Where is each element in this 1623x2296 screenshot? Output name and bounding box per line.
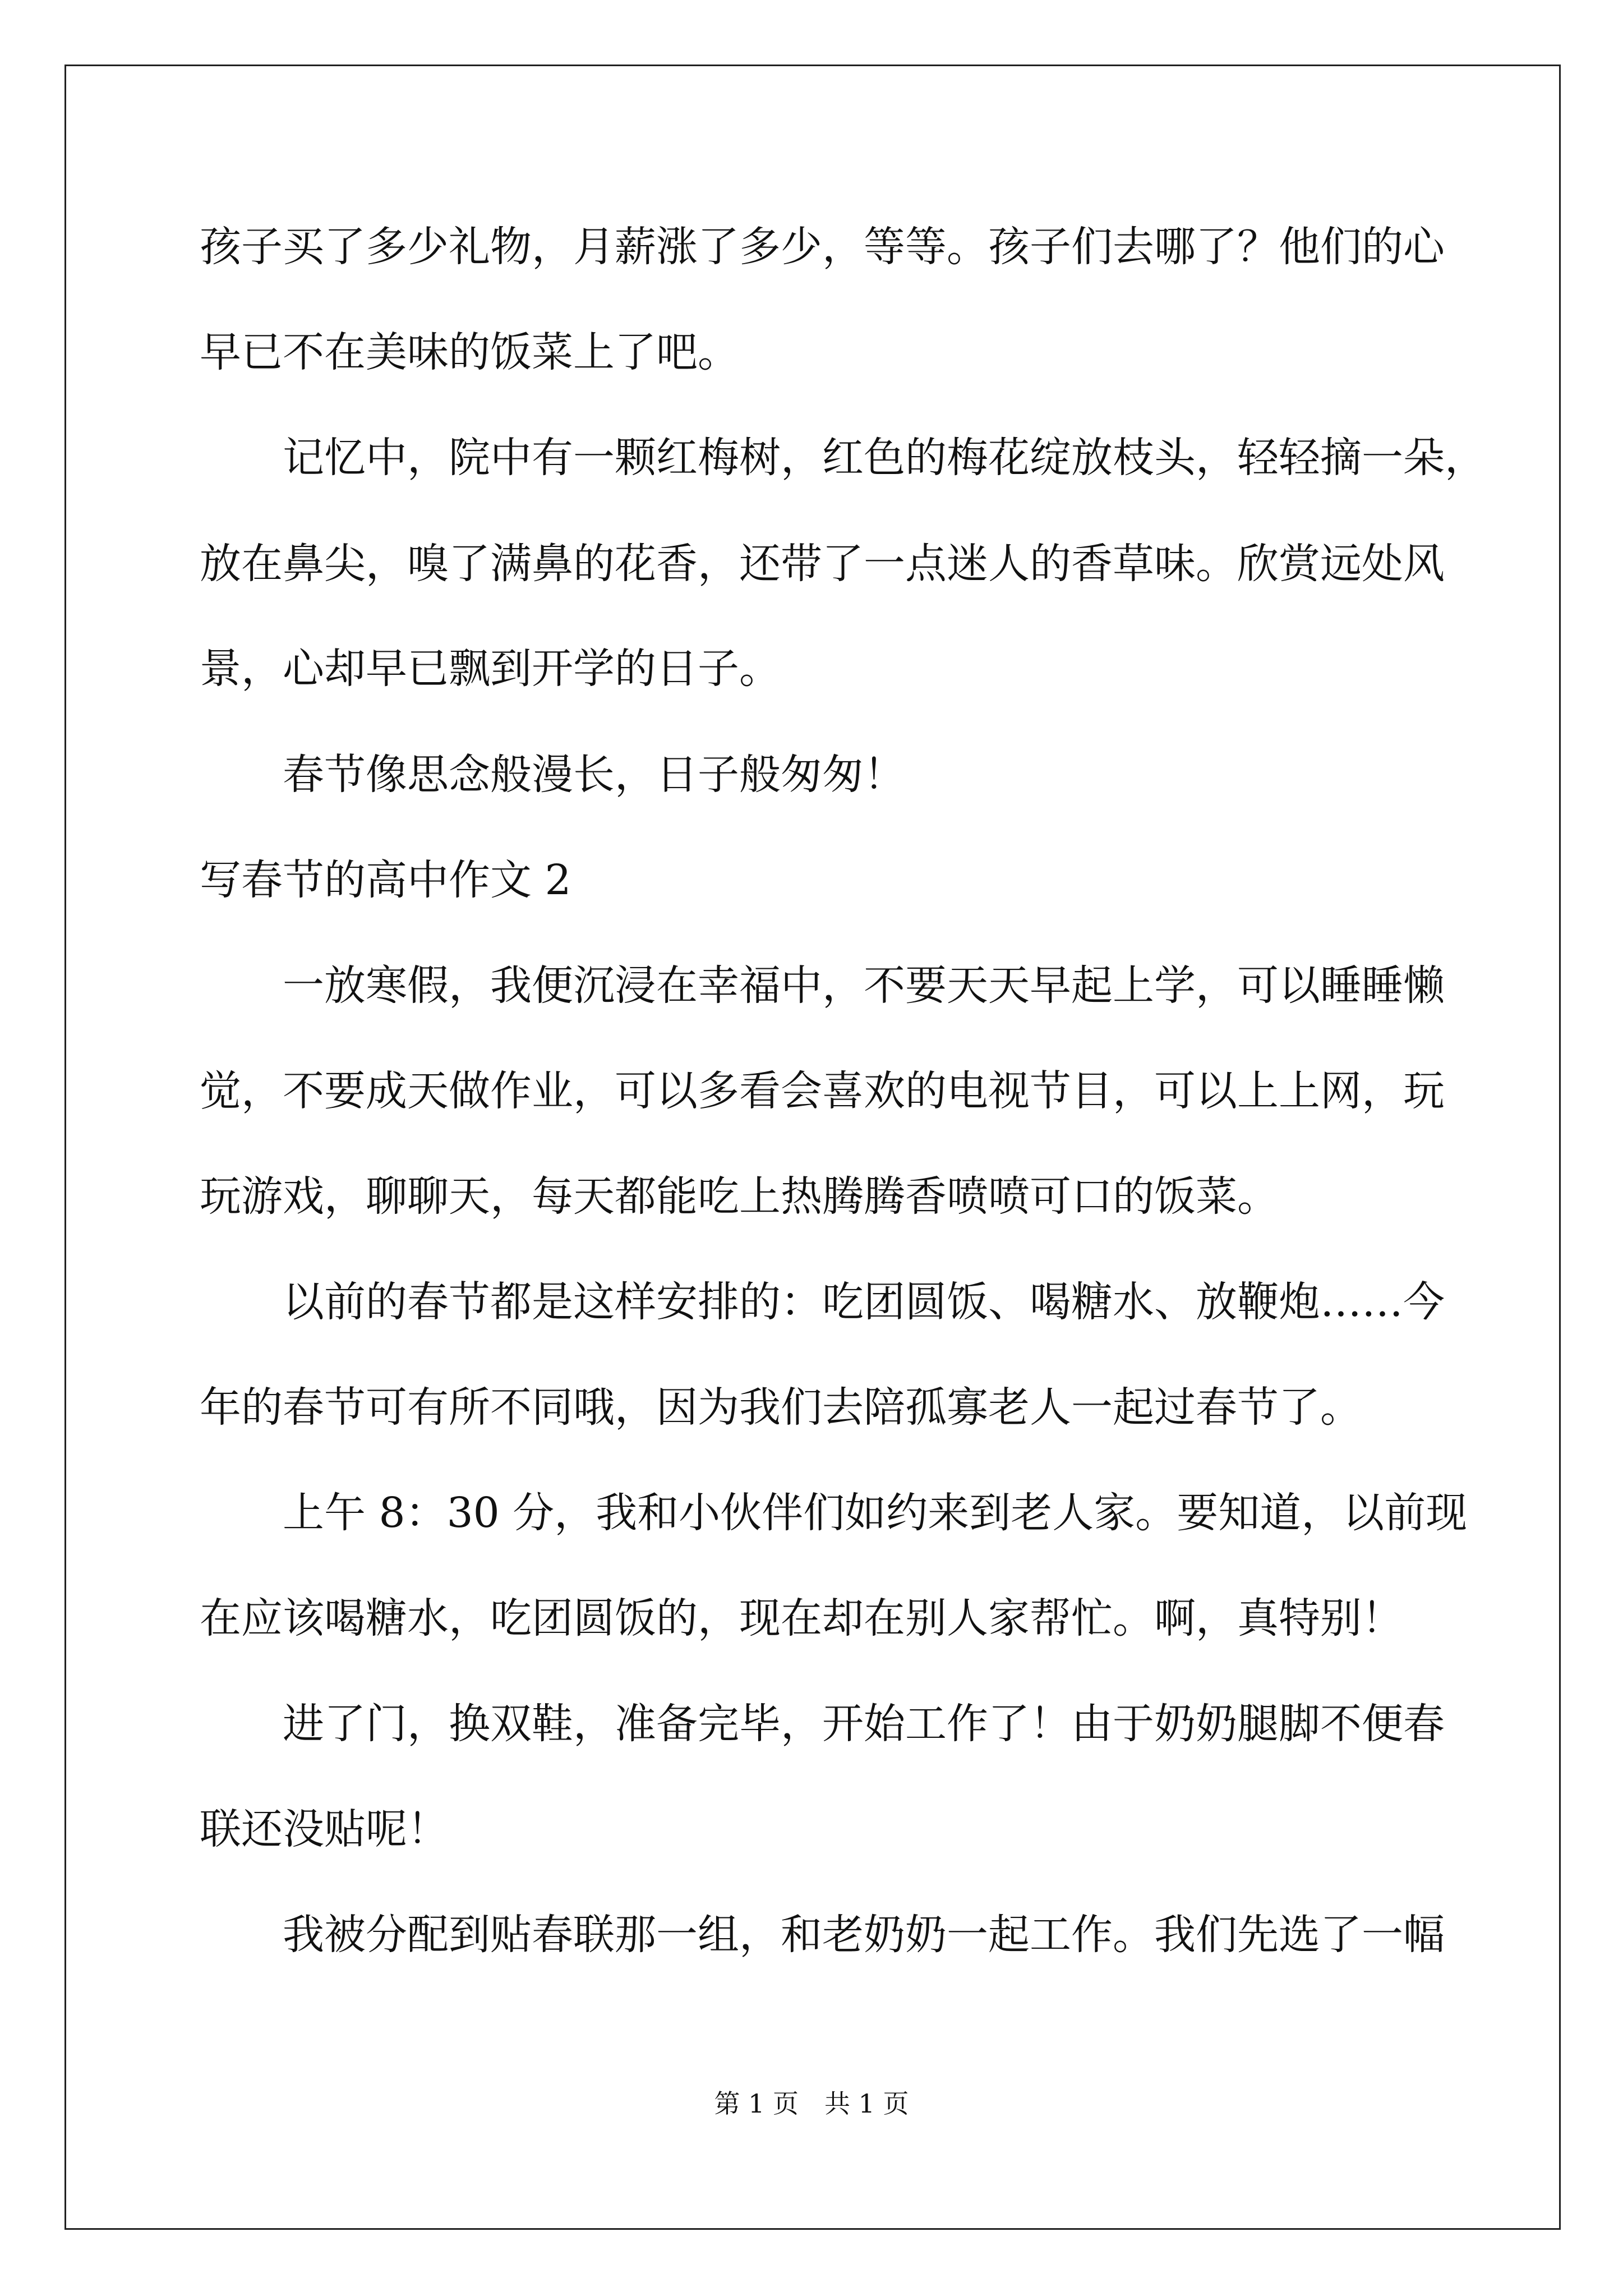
paragraph-first-line: 春节像思念般漫长，日子般匆匆！ (283, 751, 905, 799)
text-line: 觉，不要成天做作业，可以多看会喜欢的电视节目，可以上上网，玩 (200, 1067, 1445, 1115)
text-line: 放在鼻尖，嗅了满鼻的花香，还带了一点迷人的香草味。欣赏远处风 (200, 540, 1445, 588)
paragraph-first-line: 以前的春节都是这样安排的：吃团圆饭、喝糖水、放鞭炮……今 (283, 1278, 1445, 1326)
text-line: 在应该喝糖水，吃团圆饭的，现在却在别人家帮忙。啊，真特别！ (200, 1594, 1403, 1642)
paragraph-first-line: 进了门，换双鞋，准备完毕，开始工作了！由于奶奶腿脚不便春 (283, 1700, 1445, 1748)
paragraph-first-line: 我被分配到贴春联那一组，和老奶奶一起工作。我们先选了一幅 (283, 1911, 1445, 1959)
text-line: 年的春节可有所不同哦，因为我们去陪孤寡老人一起过春节了。 (200, 1383, 1362, 1432)
paragraph-first-line: 上午 8：30 分，我和小伙伴们如约来到老人家。要知道，以前现 (283, 1489, 1468, 1537)
text-line: 玩游戏，聊聊天，每天都能吃上热腾腾香喷喷可口的饭菜。 (200, 1172, 1279, 1221)
page-footer: 第 1 页 共 1 页 (714, 2088, 909, 2119)
paragraph-first-line: 记忆中，院中有一颗红梅树，红色的梅花绽放枝头，轻轻摘一朵， (283, 434, 1486, 482)
text-line: 早已不在美味的饭菜上了吧。 (200, 328, 739, 376)
text-line: 景，心却早已飘到开学的日子。 (200, 645, 781, 693)
section-heading: 写春节的高中作文 2 (200, 856, 571, 904)
text-line: 联还没贴呢！ (200, 1805, 449, 1853)
text-line: 孩子买了多少礼物，月薪涨了多少，等等。孩子们去哪了？他们的心 (200, 223, 1445, 271)
paragraph-first-line: 一放寒假，我便沉浸在幸福中，不要天天早起上学，可以睡睡懒 (283, 961, 1445, 1010)
